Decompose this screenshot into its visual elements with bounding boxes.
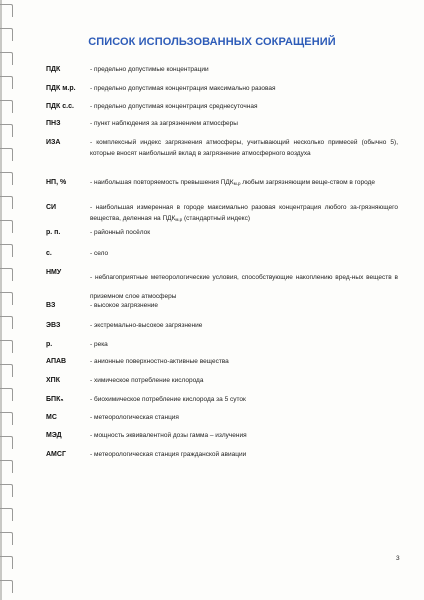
abbr-term: МЭД xyxy=(46,432,62,439)
abbr-term: БПК₅ xyxy=(46,396,64,403)
abbr-term: ПНЗ xyxy=(46,120,61,127)
abbr-definition: - районный посёлок xyxy=(90,229,151,236)
binding-ring xyxy=(0,172,13,185)
binding-ring xyxy=(0,508,13,521)
abbr-term: ПДК м.р. xyxy=(46,85,76,92)
binding-ring xyxy=(0,268,13,281)
binding-ring xyxy=(0,460,13,473)
binding-ring xyxy=(0,556,13,569)
binding-ring xyxy=(0,196,13,209)
abbr-definition: - экстремально-высокое загрязнение xyxy=(90,322,203,329)
abbr-term: ВЗ xyxy=(46,302,56,309)
binding-ring xyxy=(0,4,13,17)
abbr-definition: - метеорологическая станция гражданской авиации xyxy=(90,451,247,458)
abbr-definition: - предельно допустимая концентрация максимально разовая xyxy=(90,85,276,92)
abbr-term: ХПК xyxy=(46,377,60,384)
abbr-definition: - мощность эквивалентной дозы гамма – излучения xyxy=(90,432,247,439)
abbr-term: МС xyxy=(46,414,57,421)
binding-ring xyxy=(0,436,13,449)
binding-ring xyxy=(0,100,13,113)
binding-ring xyxy=(0,220,13,233)
abbr-definition: - биохимическое потребление кислорода за 5 суток xyxy=(90,396,246,403)
binding-ring xyxy=(0,316,13,329)
abbr-term: р. п. xyxy=(46,229,61,236)
abbr-term: СИ xyxy=(46,204,57,211)
page-title: СПИСОК ИСПОЛЬЗОВАННЫХ СОКРАЩЕНИЙ xyxy=(88,36,336,48)
abbr-term: р. xyxy=(46,341,53,348)
abbr-definition: - химическое потребление кислорода xyxy=(90,377,204,384)
abbr-definition: - высокое загрязнение xyxy=(90,302,159,309)
abbr-term: ЭВЗ xyxy=(46,322,61,329)
page-number: 3 xyxy=(396,555,400,562)
binding-ring xyxy=(0,532,13,545)
binding-rings xyxy=(0,0,14,600)
abbr-definition: - село xyxy=(90,250,109,257)
abbr-definition: - наибольшая измеренная в городе максимально разовая концентрация любого за-грязняющего вещества, деленная на $ПДК_{м.р}$ (стандартный индекс) xyxy=(90,204,398,222)
abbr-definition: - анионные поверхностно-активные вещества xyxy=(90,358,229,365)
abbr-definition: - метеорологическая станция xyxy=(90,414,179,421)
abbr-term: НМУ xyxy=(46,269,62,276)
abbr-definition: - неблагоприятные метеорологические условия, способствующие накоплению вред-ных веществ в приземном слое атмосферы xyxy=(90,274,398,300)
binding-ring xyxy=(0,340,13,353)
abbr-definition: - река xyxy=(90,341,108,348)
abbr-term: АПАВ xyxy=(46,358,67,365)
abbr-term: ПДК xyxy=(46,66,61,73)
binding-ring xyxy=(0,484,13,497)
binding-ring xyxy=(0,244,13,257)
binding-ring xyxy=(0,580,13,593)
binding-ring xyxy=(0,52,13,65)
abbr-definition: - пункт наблюдения за загрязнением атмосферы xyxy=(90,120,238,127)
abbr-definition: - комплексный индекс загрязнения атмосферы, учитывающий несколько примесей (обычно 5), которые вносят наибольший вклад в загрязнение атмосферного воздуха xyxy=(90,139,398,157)
abbr-term: АМСГ xyxy=(46,451,66,458)
binding-ring xyxy=(0,124,13,137)
binding-ring xyxy=(0,292,13,305)
binding-ring xyxy=(0,148,13,161)
abbr-term: ПДК с.с. xyxy=(46,103,74,110)
binding-ring xyxy=(0,388,13,401)
binding-ring xyxy=(0,364,13,377)
abbr-definition: - предельно допустимая концентрация среднесуточная xyxy=(90,103,258,110)
abbr-definition: - предельно допустимые концентрации xyxy=(90,66,209,73)
abbr-definition: - наибольшая повторяемость превышения $ПДК_{м.р}$ любым загрязняющим веще-ством в городе xyxy=(90,179,375,186)
binding-ring xyxy=(0,412,13,425)
abbr-term: НП, % xyxy=(46,179,67,186)
abbr-term: с. xyxy=(46,250,52,257)
abbr-term: ИЗА xyxy=(46,139,61,146)
binding-ring xyxy=(0,76,13,89)
